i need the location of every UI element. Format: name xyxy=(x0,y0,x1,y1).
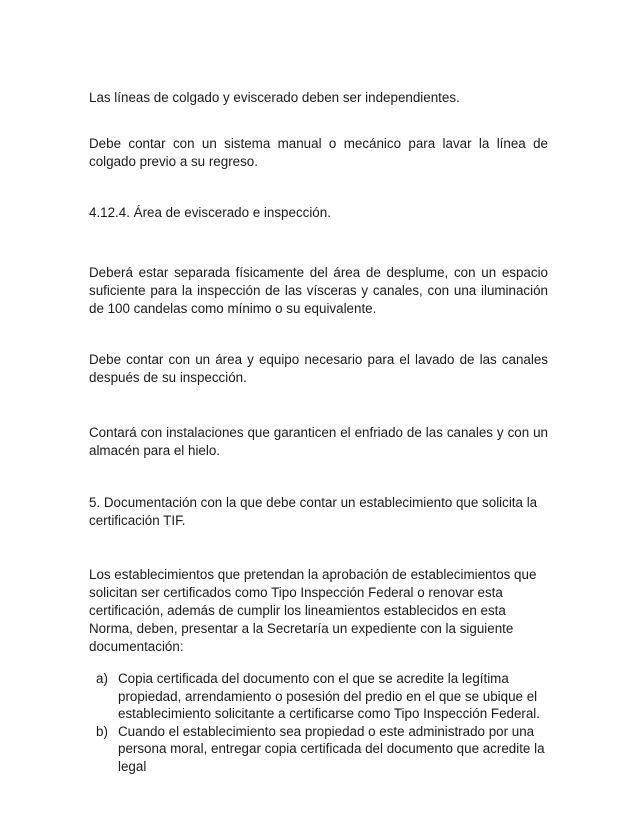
paragraph-establishments-requirements: Los establecimientos que pretendan la aprobación de establecimientos que solicitan ser certificados como Tipo Inspección Federal o renovar esta certificación, además de cumplir los lineamientos establecidos en esta Norma, deben, presentar a la Secretaría un expediente con la siguiente documentación: xyxy=(89,567,537,654)
section-heading-4-12-4: 4.12.4. Área de eviscerado e inspección. xyxy=(89,205,331,220)
paragraph-washing-system: Debe contar con un sistema manual o mecánico para lavar la línea de colgado previo a su regreso. xyxy=(89,136,548,169)
list-item-text: Cuando el establecimiento sea propiedad o este administrado por una persona moral, entregar copia certificada del documento que acredite la legal xyxy=(118,723,545,774)
paragraph-cooling-facilities: Contará con instalaciones que garanticen el enfriado de las canales y con un almacén para el hielo. xyxy=(89,425,548,458)
list-marker: a) xyxy=(96,671,108,686)
list-marker: b) xyxy=(96,723,108,739)
paragraph-lines-independent: Las líneas de colgado y eviscerado deben ser independientes. xyxy=(89,90,460,105)
paragraph-washing-area: Debe contar con un área y equipo necesario para el lavado de las canales después de su inspección. xyxy=(89,352,548,385)
section-heading-5-documentation: 5. Documentación con la que debe contar un establecimiento que solicita la certificación TIF. xyxy=(89,495,538,528)
documentation-list xyxy=(89,670,550,775)
list-item xyxy=(89,723,550,776)
paragraph-separation-requirements: Deberá estar separada físicamente del área de desplume, con un espacio suficiente para la inspección de las vísceras y canales, con una iluminación de 100 candelas como mínimo o su equivalente. xyxy=(89,265,548,316)
list-item xyxy=(89,670,550,723)
list-item-text: Copia certificada del documento con el que se acredite la legítima propiedad, arrendamiento o posesión del predio en el que se ubique el establecimiento solicitante a certificarse como Tipo Inspección Federal. xyxy=(118,671,541,721)
